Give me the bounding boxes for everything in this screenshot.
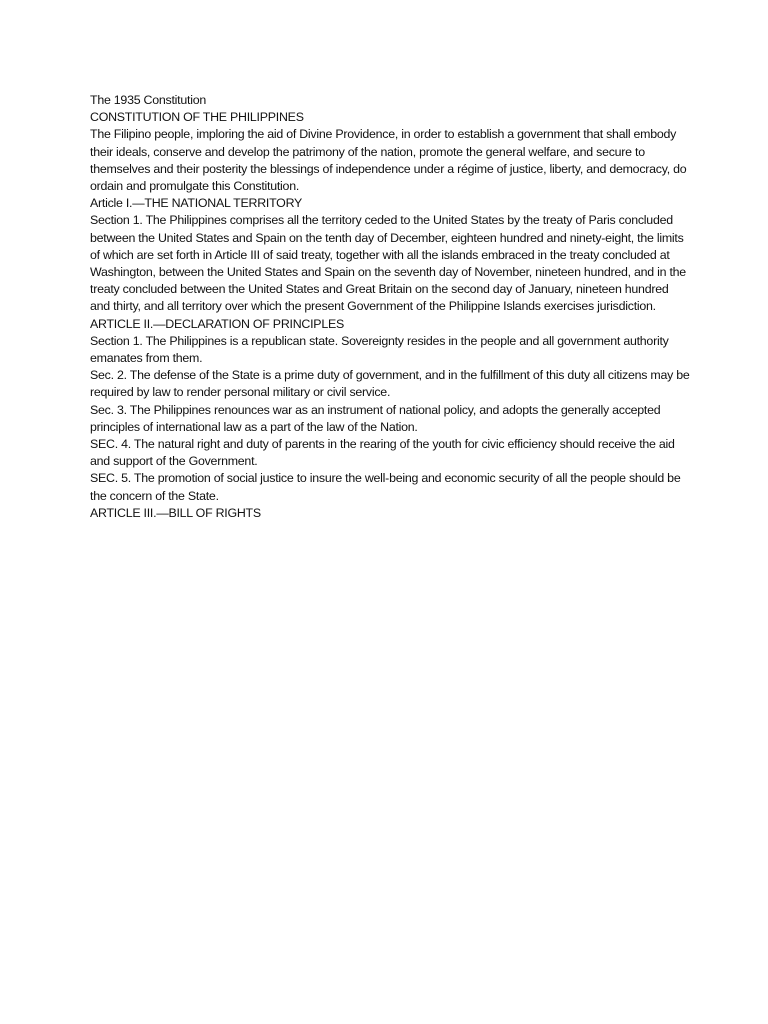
document-page: [90, 92, 690, 522]
document-heading: CONSTITUTION OF THE PHILIPPINES: [90, 110, 304, 125]
article-2-section-2: Sec. 2. The defense of the State is a prime duty of government, and in the fulfillment of this duty all citizens may be required by law to render personal military or civil service.: [90, 368, 690, 400]
article-2-heading: ARTICLE II.—DECLARATION OF PRINCIPLES: [90, 316, 344, 331]
article-2-section-5: SEC. 5. The promotion of social justice to insure the well-being and economic security of all the people should be the concern of the State.: [90, 471, 681, 503]
preamble-paragraph: The Filipino people, imploring the aid of Divine Providence, in order to establish a government that shall embody their ideals, conserve and develop the patrimony of the nation, promote the general welfare, and secure to themselves and their posterity the blessings of independence under a régime of justice, liberty, and democracy, do ordain and promulgate this Constitution.: [90, 127, 687, 194]
article-1-heading: Article I.—THE NATIONAL TERRITORY: [90, 196, 303, 211]
article-2-section-1: Section 1. The Philippines is a republican state. Sovereignty resides in the people and all government authority emanates from them.: [90, 333, 669, 366]
article-3-heading: ARTICLE III.—BILL OF RIGHTS: [90, 505, 261, 520]
article-2-section-4: SEC. 4. The natural right and duty of parents in the rearing of the youth for civic efficiency should receive the aid and support of the Government.: [90, 437, 675, 469]
document-title: The 1935 Constitution: [90, 93, 206, 107]
article-1-section-1: Section 1. The Philippines comprises all the territory ceded to the United States by the treaty of Paris concluded between the United States and Spain on the tenth day of December, eighteen hundred and ninety-eight, the limits of which are set forth in Article III of said treaty, together with all the islands embraced in the treaty concluded at Washington, between the United States and Spain on the seventh day of November, nineteen hundred, and in the treaty concluded between the United States and Great Britain on the second day of January, nineteen hundred and thirty, and all territory over which the present Government of the Philippine Islands exercises jurisdiction.: [90, 213, 686, 314]
article-2-section-3: Sec. 3. The Philippines renounces war as an instrument of national policy, and adopts the generally accepted principles of international law as a part of the law of the Nation.: [90, 402, 661, 434]
